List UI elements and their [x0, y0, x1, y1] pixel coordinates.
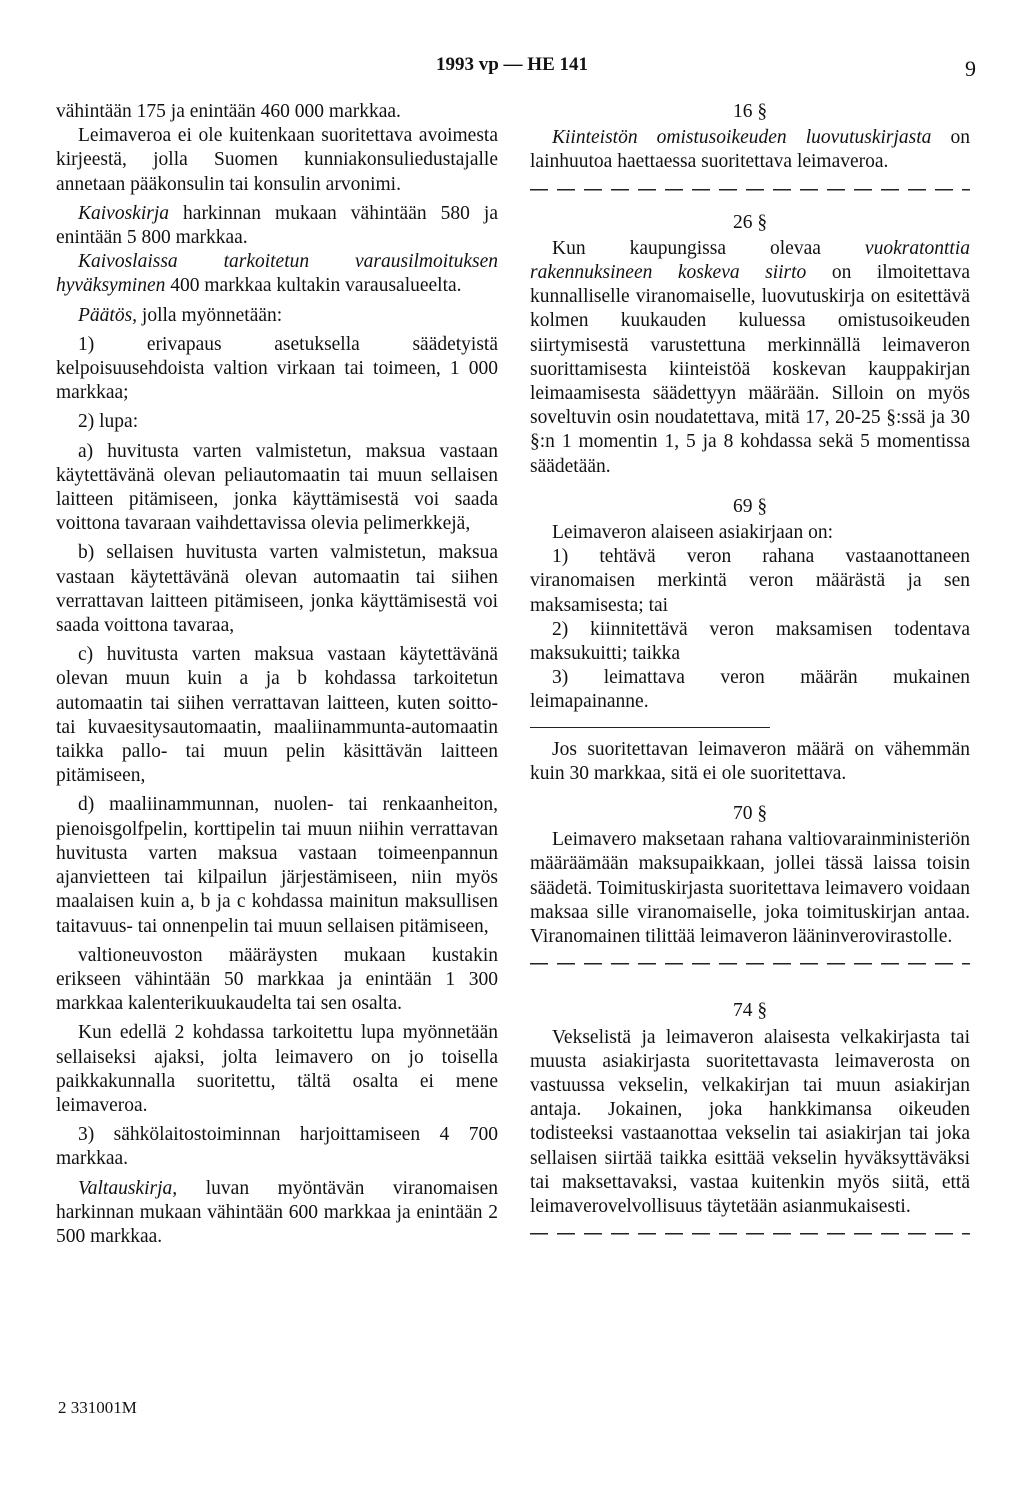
left-column [56, 100, 498, 1249]
section-heading: 74 § [732, 1000, 768, 1022]
paragraph: Kaivoskirja harkinnan mukaan vähintään 580 ja enintään 5 800 markkaa. [56, 202, 498, 249]
omission-dashes [530, 185, 970, 195]
emphasis: Kaivoskirja [78, 202, 169, 224]
page-number: 9 [965, 56, 976, 81]
paragraph: valtioneuvoston määräysten mukaan kustakin erikseen vähintään 50 markkaa ja enintään 1 300 markkaa kalenterikuukaudelta tai sen osalta. [56, 944, 498, 1015]
paragraph: vähintään 175 ja enintään 460 000 markkaa. [56, 101, 401, 122]
paragraph: 3) sähkölaitostoiminnan harjoittamiseen 4 700 markkaa. [56, 1124, 498, 1170]
emphasis: Kaivoslaissa tarkoitetun varausilmoituksen hyväksyminen [56, 251, 498, 297]
emphasis: Kiinteistön omistusoikeuden luovutuskirjasta [552, 127, 932, 149]
emphasis: Valtauskirja, [78, 1177, 178, 1199]
paragraph: 1) erivapaus asetuksella säädetyistä kelpoisuusehdoista valtion virkaan tai toimeen, 1 000 markkaa; [56, 333, 498, 404]
paragraph: Leimavero maksetaan rahana valtiovarainministeriön määräämään maksupaikkaan, jollei tässä laissa toisin säädetä. Toimituskirjasta suoritettava leimavero voidaan maksaa sille viranomaiselle, joka toimituskirjan antaa. Viranomainen tilittää leimaveron lääninverovirastolle. [530, 829, 970, 948]
paragraph: Kiinteistön omistusoikeuden luovutuskirjasta on lainhuutoa haettaessa suoritettava leimaveroa. [530, 127, 971, 173]
paragraph: a) huvitusta varten valmistetun, maksua vastaan käytettävänä olevan peliautomaatin tai muun sellaisen laitteen pitämiseen, jonka käyttämisestä voi saada voittona tavaraan vaihdettavissa olevia pelimerkkejä, [56, 440, 498, 535]
section-heading: 69 § [732, 495, 768, 517]
paragraph: 2) lupa: [78, 411, 139, 433]
paragraph: Kun edellä 2 kohdassa tarkoitettu lupa myönnetään sellaiseksi ajaksi, jolta leimavero on jo toisella paikkakunnalla suoritettu, tältä osalta ei mene leimaveroa. [56, 1022, 498, 1116]
paragraph: Kaivoslaissa tarkoitetun varausilmoituksen hyväksyminen 400 markkaa kultakin varausalueelta. [56, 251, 498, 297]
right-column [530, 100, 970, 1247]
paragraph: Päätös, jolla myönnetään: [78, 304, 283, 326]
paragraph: c) huvitusta varten maksua vastaan käytettävänä olevan muun kuin a ja b kohdassa tarkoitetun automaatin tai siihen verrattavan laitteen, kuten soitto- tai kuvaesitysautomaatin, maaliinammunta-automaatin taikka pallo- tai muun pelin käsittävän laitteen pitämiseen, [56, 644, 498, 787]
omission-dashes [530, 959, 970, 969]
paragraph: 1) tehtävä veron rahana vastaanottaneen viranomaisen merkintä veron määrästä ja sen maksamisesta; tai [530, 546, 970, 616]
separator-rule [530, 727, 770, 728]
paragraph: d) maaliinammunnan, nuolen- tai renkaanheiton, pienoisgolfpelin, korttipelin tai muun niihin verrattavan huvitusta varten maksua vastaan toimeenpannun ajanvietteen tai kilpailun järjestämiseen, niin myös maalaisen kuin a, b ja c kohdassa mainitun maksullisen taitavuus- tai onnenpelin tai muun sellaisen pitämiseen, [56, 794, 498, 937]
emphasis: vuokratonttia rakennuksineen koskeva siirto [530, 237, 970, 284]
section-heading: 70 § [732, 803, 768, 825]
paragraph: 3) leimattava veron määrän mukainen leimapainanne. [530, 667, 970, 713]
omission-dashes [530, 1229, 970, 1239]
paragraph: Leimaveron alaiseen asiakirjaan on: [552, 522, 833, 544]
paragraph: Leimaveroa ei ole kuitenkaan suoritettava avoimesta kirjeestä, jolla Suomen kunniakonsuliedustajalle annetaan pääkonsulin tai konsulin arvonimi. [56, 125, 498, 195]
emphasis: Päätös, [78, 304, 138, 326]
paragraph: b) sellaisen huvitusta varten valmistetun, maksua vastaan käytettävänä olevan automaatin tai siihen verrattavan laitteen pitämiseen, jonka käyttämisestä voi saada voittona tavaraa, [56, 542, 498, 637]
running-head: 1993 vp — HE 141 [435, 54, 589, 75]
paragraph: 2) kiinnitettävä veron maksamisen todentava maksukuitti; taikka [530, 618, 970, 665]
paragraph: Jos suoritettavan leimaveron määrä on vähemmän kuin 30 markkaa, sitä ei ole suoritettava. [530, 738, 970, 784]
paragraph: Valtauskirja, luvan myöntävän viranomaisen harkinnan mukaan vähintään 600 markkaa ja enintään 2 500 markkaa. [56, 1177, 498, 1247]
section-heading: 26 § [732, 211, 768, 233]
print-code: 2 331001M [58, 1398, 137, 1417]
section-heading: 16 § [732, 101, 768, 122]
paragraph: Kun kaupungissa olevaa vuokratonttia rakennuksineen koskeva siirto on ilmoitettava kunnalliselle viranomaiselle, luovutuskirja on esitettävä kolmen kuukauden kuluessa omistusoikeuden siirtymisestä varustettuna merkinnällä leimaveron suorittamisesta kiinteistöä koskevan kauppakirjan leimaamisesta säädettyyn määrään. Silloin on myös soveltuvin osin noudatettava, mitä 17, 20-25 §:ssä ja 30 §:n 1 momentin 1, 5 ja 8 kohdassa sekä 5 momentissa säädetään. [530, 237, 970, 477]
paragraph: Vekselistä ja leimaveron alaisesta velkakirjasta tai muusta asiakirjasta suoritettavasta leimaverosta on vastuussa vekselin, velkakirjan tai muun asiakirjan antaja. Jokainen, joka hankkimansa oikeuden todisteeksi vastaanottaa vekselin tai asiakirjan tai joka sellaisen siirtää taikka esittää vekselin hyväksyttäväksi tai maksettavaksi, vastaa kuitenkin myös siitä, että leimaverovelvollisuus täytetään asianmukaisesti. [530, 1026, 970, 1217]
